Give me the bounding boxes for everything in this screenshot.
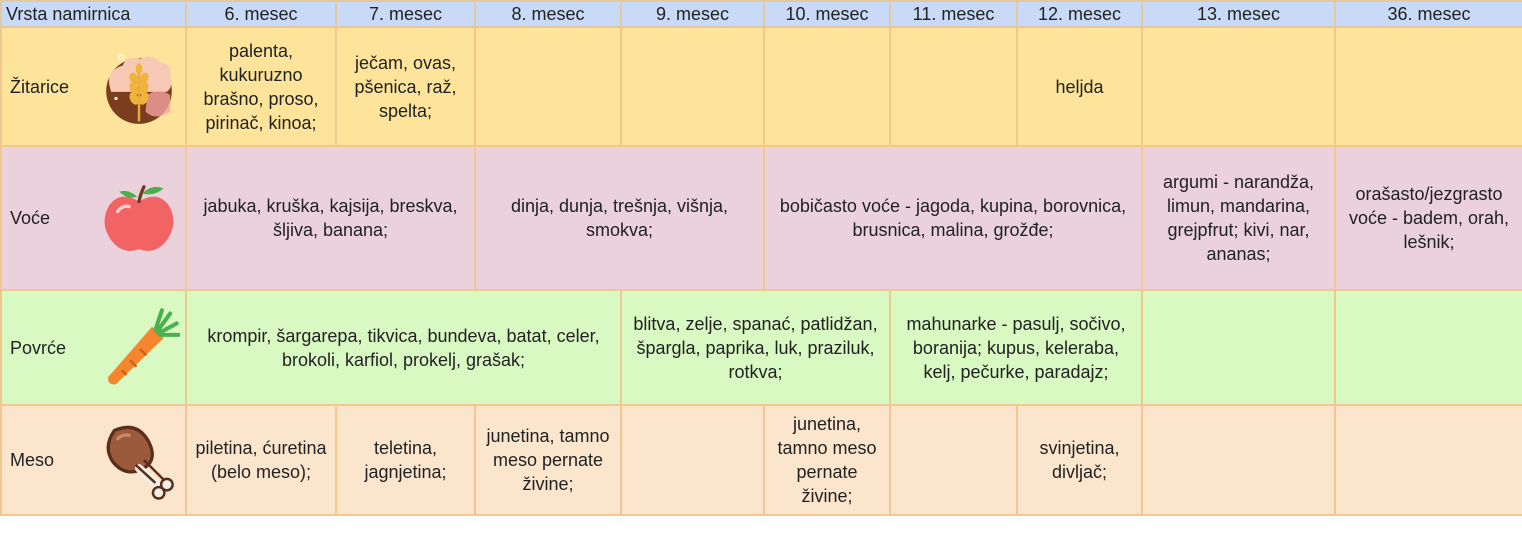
category-cell-povrce bbox=[1, 290, 186, 405]
cell-empty bbox=[764, 27, 890, 146]
category-cell-voce bbox=[1, 146, 186, 290]
cell-empty bbox=[1142, 290, 1335, 405]
header-month: 8. mesec bbox=[475, 1, 621, 27]
category-cell-meso bbox=[1, 405, 186, 515]
header-category: Vrsta namirnica bbox=[1, 1, 186, 27]
cell-meso-7: teletina, jagnjetina; bbox=[336, 405, 475, 515]
cell-empty bbox=[890, 27, 1017, 146]
cell-meso-12: svinjetina, divljač; bbox=[1017, 405, 1142, 515]
category-cell-zitarice bbox=[1, 27, 186, 146]
cell-povrce-6-8: krompir, šargarepa, tikvica, bundeva, batat, celer, brokoli, karfiol, prokelj, grašak; bbox=[186, 290, 621, 405]
cell-povrce-9-10: blitva, zelje, spanać, patlidžan, špargla, paprika, luk, praziluk, rotkva; bbox=[621, 290, 890, 405]
header-month: 10. mesec bbox=[764, 1, 890, 27]
header-month: 11. mesec bbox=[890, 1, 1017, 27]
wheat-icon bbox=[98, 46, 180, 128]
cell-empty bbox=[1142, 405, 1335, 515]
cell-voce-10-12: bobičasto voće - jagoda, kupina, borovnica, brusnica, malina, grožđe; bbox=[764, 146, 1142, 290]
row-meso bbox=[1, 405, 1522, 515]
header-month: 6. mesec bbox=[186, 1, 336, 27]
cell-empty bbox=[475, 27, 621, 146]
row-povrce bbox=[1, 290, 1522, 405]
cell-voce-13: argumi - narandža, limun, mandarina, grejpfrut; kivi, nar, ananas; bbox=[1142, 146, 1335, 290]
row-voce bbox=[1, 146, 1522, 290]
row-zitarice bbox=[1, 27, 1522, 146]
cell-zitarice-7: ječam, ovas, pšenica, raž, spelta; bbox=[336, 27, 475, 146]
cell-empty bbox=[621, 27, 764, 146]
category-label: Meso bbox=[10, 450, 55, 470]
chicken-leg-icon bbox=[98, 419, 180, 501]
cell-voce-6-7: jabuka, kruška, kajsija, breskva, šljiva, banana; bbox=[186, 146, 475, 290]
cell-empty bbox=[1335, 27, 1522, 146]
cell-meso-10: junetina, tamno meso pernate živine; bbox=[764, 405, 890, 515]
cell-povrce-11-12: mahunarke - pasulj, sočivo, boranija; kupus, keleraba, kelj, pečurke, paradajz; bbox=[890, 290, 1142, 405]
cell-empty bbox=[1142, 27, 1335, 146]
cell-empty bbox=[1335, 405, 1522, 515]
category-label: Povrće bbox=[10, 337, 67, 358]
header-row bbox=[1, 1, 1522, 27]
cell-voce-8-9: dinja, dunja, trešnja, višnja, smokva; bbox=[475, 146, 764, 290]
header-month: 36. mesec bbox=[1335, 1, 1522, 27]
header-month: 9. mesec bbox=[621, 1, 764, 27]
cell-zitarice-12: heljda bbox=[1017, 27, 1142, 146]
cell-meso-8: junetina, tamno meso pernate živine; bbox=[475, 405, 621, 515]
cell-empty bbox=[890, 405, 1017, 515]
header-month: 12. mesec bbox=[1017, 1, 1142, 27]
cell-zitarice-6: palenta, kukuruzno brašno, proso, pirinač, kinoa; bbox=[186, 27, 336, 146]
category-label: Žitarice bbox=[10, 76, 70, 97]
header-month: 13. mesec bbox=[1142, 1, 1335, 27]
cell-empty bbox=[1335, 290, 1522, 405]
cell-meso-6: piletina, ćuretina (belo meso); bbox=[186, 405, 336, 515]
cell-empty bbox=[621, 405, 764, 515]
header-month: 7. mesec bbox=[336, 1, 475, 27]
cell-voce-36: orašasto/jezgrasto voće - badem, orah, lešnik; bbox=[1335, 146, 1522, 290]
carrot-icon bbox=[98, 307, 180, 389]
apple-icon bbox=[98, 177, 180, 259]
category-label: Voće bbox=[10, 208, 51, 228]
